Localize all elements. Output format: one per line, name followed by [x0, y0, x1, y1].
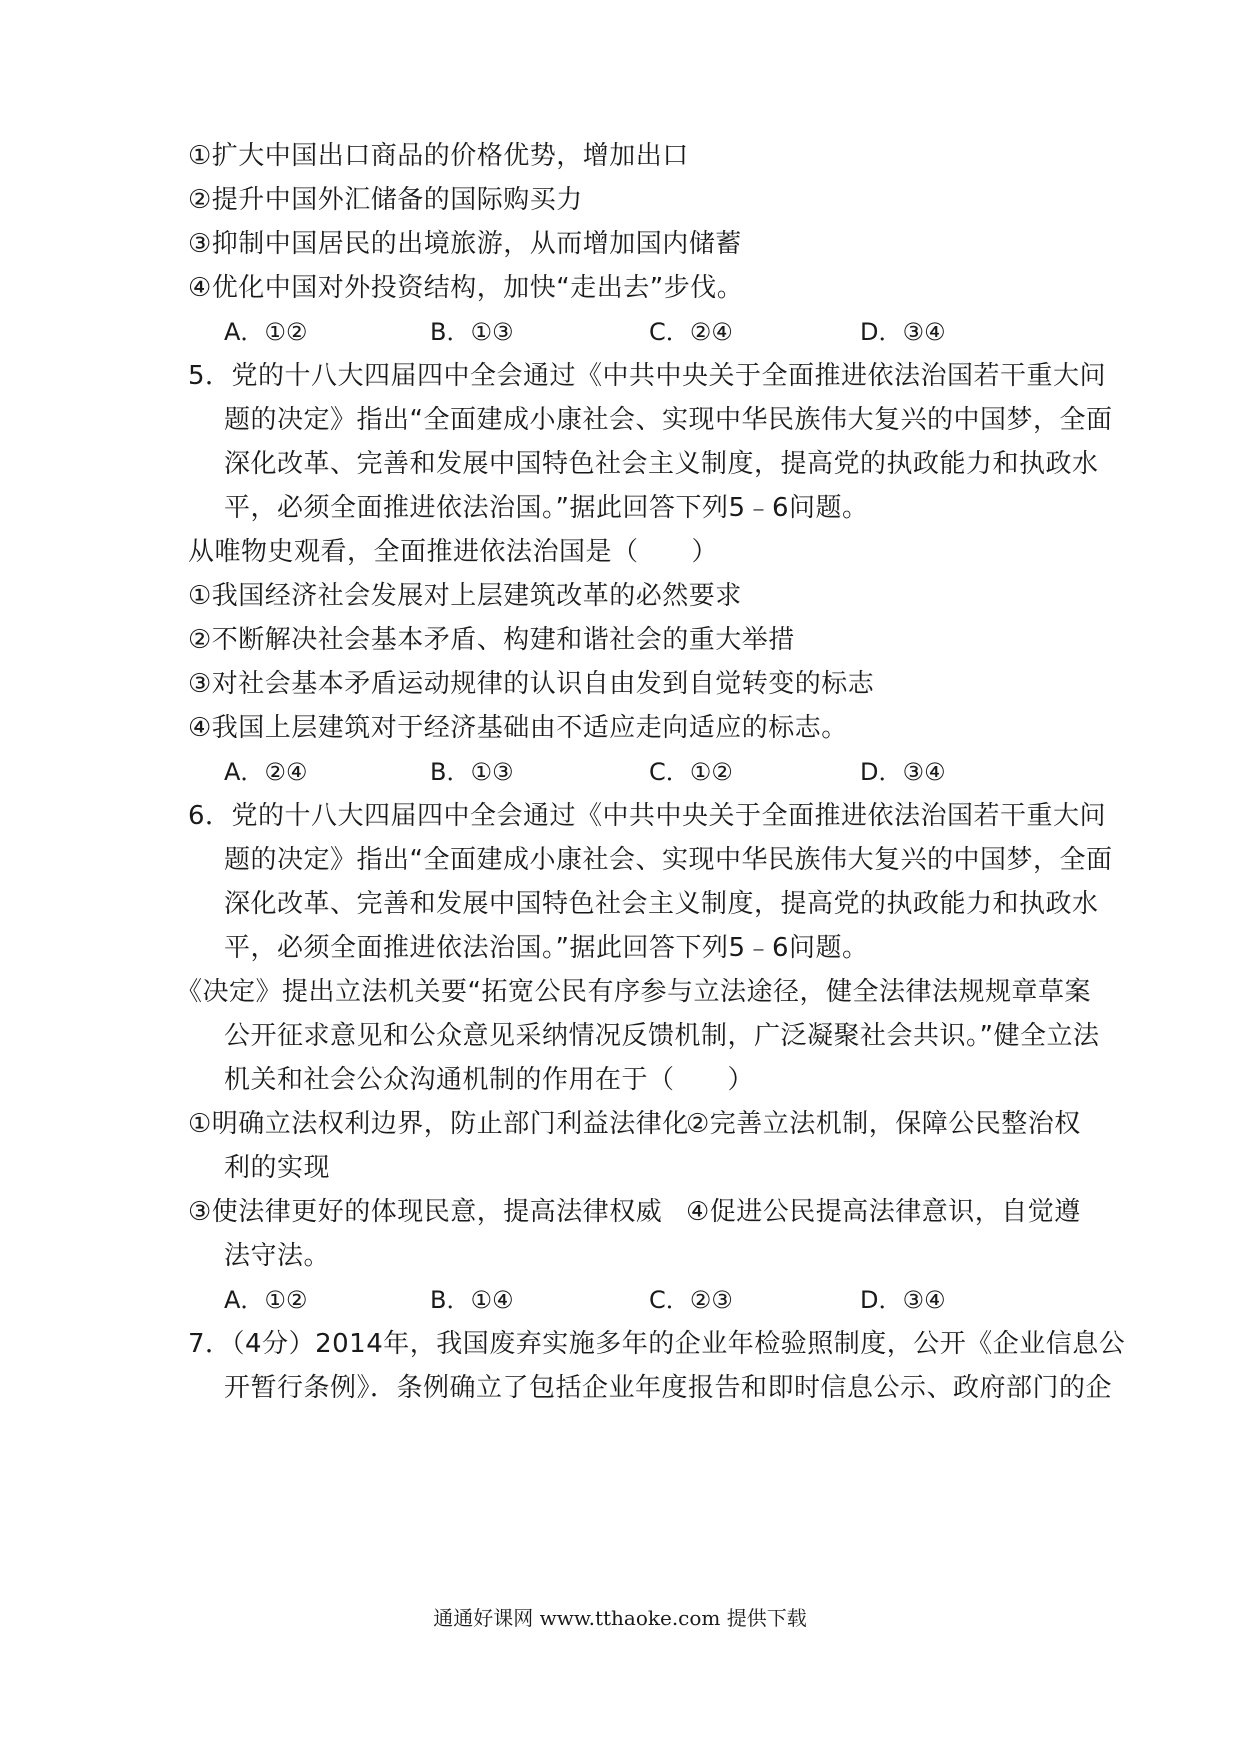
- q5-option-a: A．②④: [224, 758, 308, 786]
- q6-option-b: B．①④: [430, 1286, 514, 1314]
- q6-stem-line-4: 平，必须全面推进依法治国。”据此回答下列5﹣6问题。: [224, 933, 869, 963]
- q6-option-d: D．③④: [860, 1286, 946, 1314]
- q4-item-2: ②提升中国外汇储备的国际购买力: [188, 185, 583, 215]
- q7-line-1: 7．（4分）2014年，我国废弃实施多年的企业年检验照制度，公开《企业信息公: [188, 1329, 1126, 1359]
- q5-stem-line-2: 题的决定》指出“全面建成小康社会、实现中华民族伟大复兴的中国梦，全面: [224, 405, 1113, 435]
- q4-item-1: ①扩大中国出口商品的价格优势，增加出口: [188, 141, 689, 171]
- q6-question-line-2: 公开征求意见和公众意见采纳情况反馈机制，广泛凝聚社会共识。”健全立法: [224, 1021, 1100, 1051]
- q4-option-d: D．③④: [860, 318, 946, 346]
- q6-stem-line-2: 题的决定》指出“全面建成小康社会、实现中华民族伟大复兴的中国梦，全面: [224, 845, 1113, 875]
- q6-item-4: ④促进公民提高法律意识，自觉遵: [686, 1197, 1081, 1227]
- q5-item-2: ②不断解决社会基本矛盾、构建和谐社会的重大举措: [188, 625, 795, 655]
- q5-item-3: ③对社会基本矛盾运动规律的认识自由发到自觉转变的标志: [188, 669, 875, 699]
- q4-option-b: B．①③: [430, 318, 514, 346]
- q6-question-line-1: 《决定》提出立法机关要“拓宽公民有序参与立法途径，健全法律法规规章草案: [176, 977, 1091, 1007]
- q6-item-2-cont: 利的实现: [224, 1153, 331, 1183]
- page-footer: 通通好课网 www.tthaoke.com 提供下载: [433, 1606, 807, 1630]
- q6-item-1: ①明确立法权利边界，防止部门利益法律化: [188, 1109, 689, 1139]
- q5-option-b: B．①③: [430, 758, 514, 786]
- q6-item-4-cont: 法守法。: [224, 1241, 331, 1271]
- q5-stem-line-4: 平，必须全面推进依法治国。”据此回答下列5﹣6问题。: [224, 493, 869, 523]
- q6-option-a: A．①②: [224, 1286, 308, 1314]
- q4-option-a: A．①②: [224, 318, 308, 346]
- q4-item-3: ③抑制中国居民的出境旅游，从而增加国内储蓄: [188, 229, 742, 259]
- q5-question: 从唯物史观看，全面推进依法治国是（ ）: [188, 537, 719, 567]
- q5-stem-line-3: 深化改革、完善和发展中国特色社会主义制度，提高党的执政能力和执政水: [224, 449, 1099, 479]
- q5-item-1: ①我国经济社会发展对上层建筑改革的必然要求: [188, 581, 742, 611]
- q5-option-d: D．③④: [860, 758, 946, 786]
- q4-item-4: ④优化中国对外投资结构，加快“走出去”步伐。: [188, 273, 744, 303]
- q4-option-c: C．②④: [649, 318, 733, 346]
- q6-stem-line-3: 深化改革、完善和发展中国特色社会主义制度，提高党的执政能力和执政水: [224, 889, 1099, 919]
- q5-stem-line-1: 5．党的十八大四届四中全会通过《中共中央关于全面推进依法治国若干重大问: [188, 361, 1107, 391]
- q5-option-c: C．①②: [649, 758, 733, 786]
- q6-option-c: C．②③: [649, 1286, 733, 1314]
- q6-item-2: ②完善立法机制，保障公民整治权: [686, 1109, 1081, 1139]
- q6-item-3: ③使法律更好的体现民意，提高法律权威: [188, 1197, 663, 1227]
- q6-stem-line-1: 6．党的十八大四届四中全会通过《中共中央关于全面推进依法治国若干重大问: [188, 801, 1107, 831]
- q6-question-line-3: 机关和社会公众沟通机制的作用在于（ ）: [224, 1065, 755, 1095]
- q7-line-2: 开暂行条例》．条例确立了包括企业年度报告和即时信息公示、政府部门的企: [224, 1373, 1113, 1403]
- q5-item-4: ④我国上层建筑对于经济基础由不适应走向适应的标志。: [188, 713, 848, 743]
